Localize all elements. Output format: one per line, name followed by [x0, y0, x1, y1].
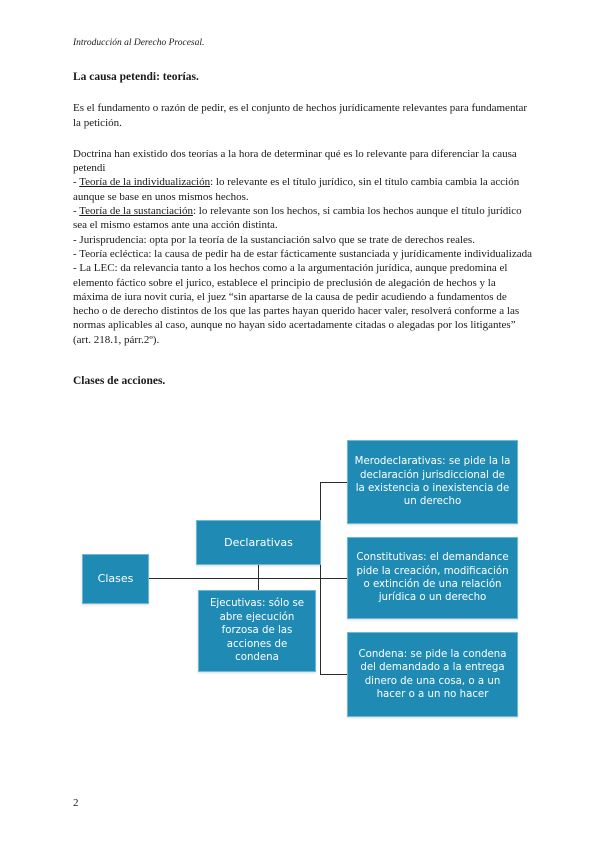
list-item-individualizacion: - Teoría de la individualización: lo relevante es el título jurídico, sin el título cambia cambia la acción aunque se base en unos mismos hechos.	[73, 176, 520, 203]
section-title-clases-acciones: Clases de acciones.	[73, 375, 166, 388]
term-sustanciacion: Teoría de la sustanciación	[79, 205, 193, 218]
box-condena: Condena: se pide la condena del demandado a la entrega dinero de una cosa, o a un hacer o a un no hacer	[347, 632, 518, 717]
document-body	[73, 70, 533, 388]
list-item-teoria-eclectica: - Teoría ecléctica: la causa de pedir ha de estar fácticamente sustanciada y jurídicamente individualizada	[73, 247, 532, 260]
box-constitutivas: Constitutivas: el demandance pide la creación, modificación o extinción de una relación jurídica o un derecho	[347, 537, 518, 619]
list-item-lec: - La LEC: da relevancia tanto a los hechos como a la argumentación jurídica, aunque predomina el elemento fáctico sobre el jurico, establece el principio de preclusión de alegación de hechos y la máxima de iura novit curia, el juez “sin apartarse de la causa de pedir acudiendo a fundamentos de hecho o de derecho distintos de los que las partes hayan querido hacer valer, resolverá conforme a las normas aplicables al caso, aunque no hayan sido acertadamente citadas o alegadas por los litigantes” (art. 218.1, párr.2º).	[73, 262, 520, 346]
box-ejecutivas: Ejecutivas: sólo se abre ejecución forzosa de las acciones de condena	[198, 590, 316, 672]
list-item-jurisprudencia: - Jurisprudencia: opta por la teoría de la sustanciación salvo que se trate de derechos reales.	[73, 233, 475, 246]
connector-condena	[320, 674, 347, 675]
section-title-causa-petendi: La causa petendi: teorías.	[73, 71, 199, 83]
connector-constitutivas	[320, 578, 347, 579]
box-declarativas: Declarativas	[196, 520, 321, 565]
box-merodeclarativas: Merodeclarativas: se pide la la declaración jurisdiccional de la existencia o inexistencia de un derecho	[347, 440, 518, 524]
intro-paragraph: Doctrina han existido dos teorías a la hora de determinar qué es lo relevante para diferenciar la causa petendi	[73, 147, 517, 175]
connector-root-trunk	[149, 578, 321, 579]
definition-paragraph: Es el fundamento o razón de pedir, es el conjunto de hechos jurídicamente relevantes para fundamentar la petición.	[73, 102, 528, 129]
list-item-sustanciacion: - Teoría de la sustanciación: lo relevante son los hechos, si cambia los hechos aunque el título jurídico sea el mismo estamos ante una acción distinta.	[73, 205, 522, 232]
term-individualizacion: Teoría de la individualización	[79, 176, 211, 189]
connector-declarativas	[258, 565, 259, 579]
running-header: Introducción al Derecho Procesal.	[73, 38, 205, 48]
box-clases: Clases	[82, 554, 149, 604]
connector-ejecutivas	[258, 578, 259, 590]
page-number: 2	[73, 797, 79, 809]
connector-merodeclarativas	[320, 482, 347, 483]
